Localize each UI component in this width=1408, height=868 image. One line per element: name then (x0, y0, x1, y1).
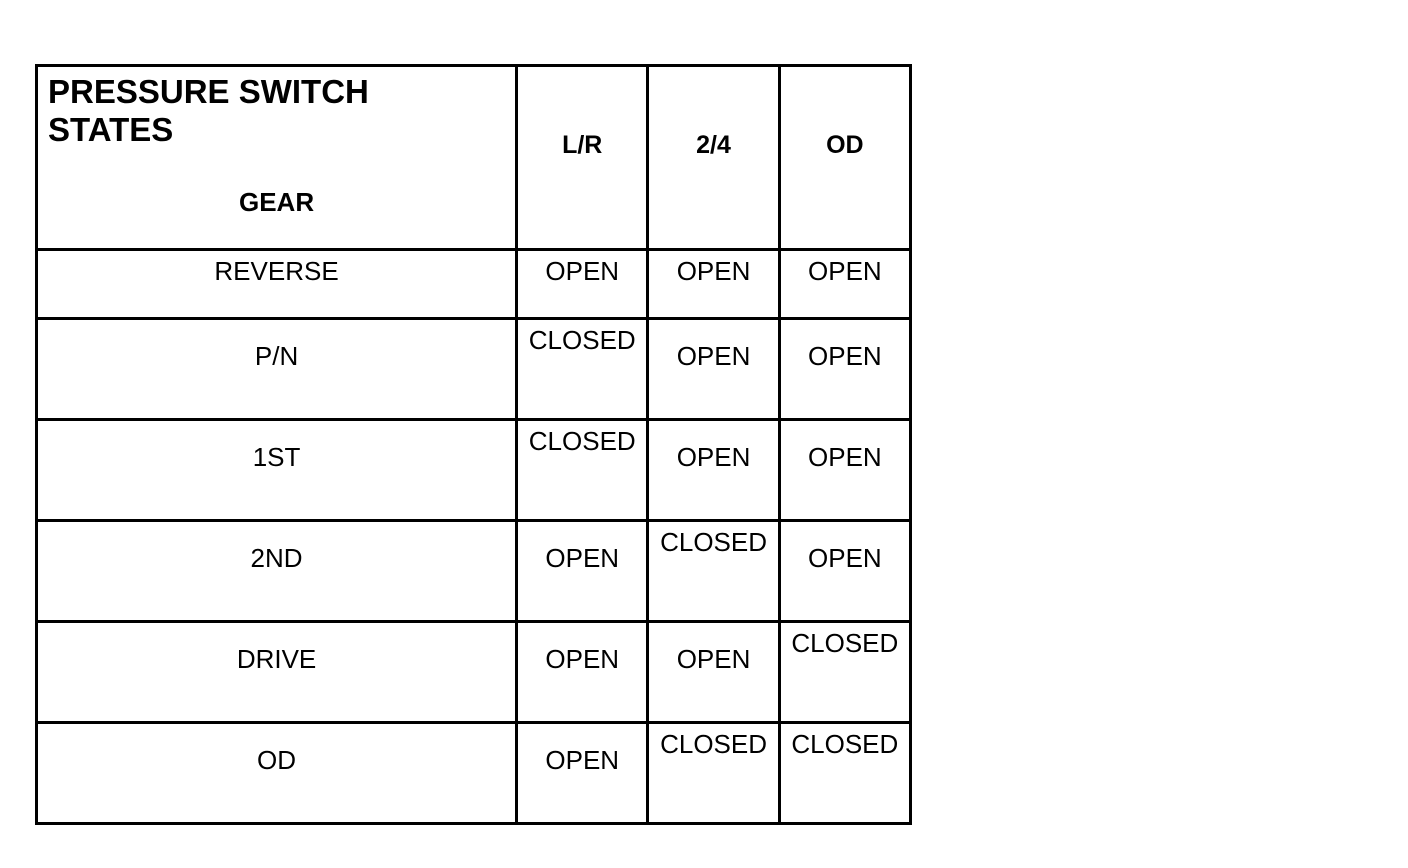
table-row (37, 250, 911, 319)
od-state-cell: OPEN (779, 319, 910, 420)
od-state-cell: OPEN (779, 521, 910, 622)
gear-column-header: GEAR (238, 187, 315, 217)
lr-state-cell: CLOSED (517, 319, 648, 420)
gear-cell: P/N (37, 319, 517, 420)
s24-state-cell: CLOSED (648, 521, 779, 622)
table-row (37, 622, 911, 723)
gear-cell: REVERSE (37, 250, 517, 319)
column-header-lr: L/R (517, 66, 648, 250)
lr-state-cell: OPEN (517, 622, 648, 723)
gear-cell: OD (37, 723, 517, 824)
od-state-cell: OPEN (779, 250, 910, 319)
od-state-cell: OPEN (779, 420, 910, 521)
table-title: PRESSURE SWITCH STATES (48, 73, 369, 148)
gear-cell: DRIVE (37, 622, 517, 723)
s24-state-cell: OPEN (648, 319, 779, 420)
column-header-od: OD (779, 66, 910, 250)
s24-state-cell: OPEN (648, 250, 779, 319)
lr-state-cell: OPEN (517, 723, 648, 824)
gear-cell: 2ND (37, 521, 517, 622)
table-row (37, 521, 911, 622)
pressure-switch-table (35, 64, 912, 825)
lr-state-cell: OPEN (517, 250, 648, 319)
title-header-cell (37, 66, 517, 250)
column-header-24: 2/4 (648, 66, 779, 250)
table-row (37, 723, 911, 824)
s24-state-cell: OPEN (648, 622, 779, 723)
gear-cell: 1ST (37, 420, 517, 521)
s24-state-cell: CLOSED (648, 723, 779, 824)
od-state-cell: CLOSED (779, 723, 910, 824)
table-row (37, 420, 911, 521)
lr-state-cell: OPEN (517, 521, 648, 622)
header-row (37, 66, 911, 250)
s24-state-cell: OPEN (648, 420, 779, 521)
od-state-cell: CLOSED (779, 622, 910, 723)
table-row (37, 319, 911, 420)
lr-state-cell: CLOSED (517, 420, 648, 521)
